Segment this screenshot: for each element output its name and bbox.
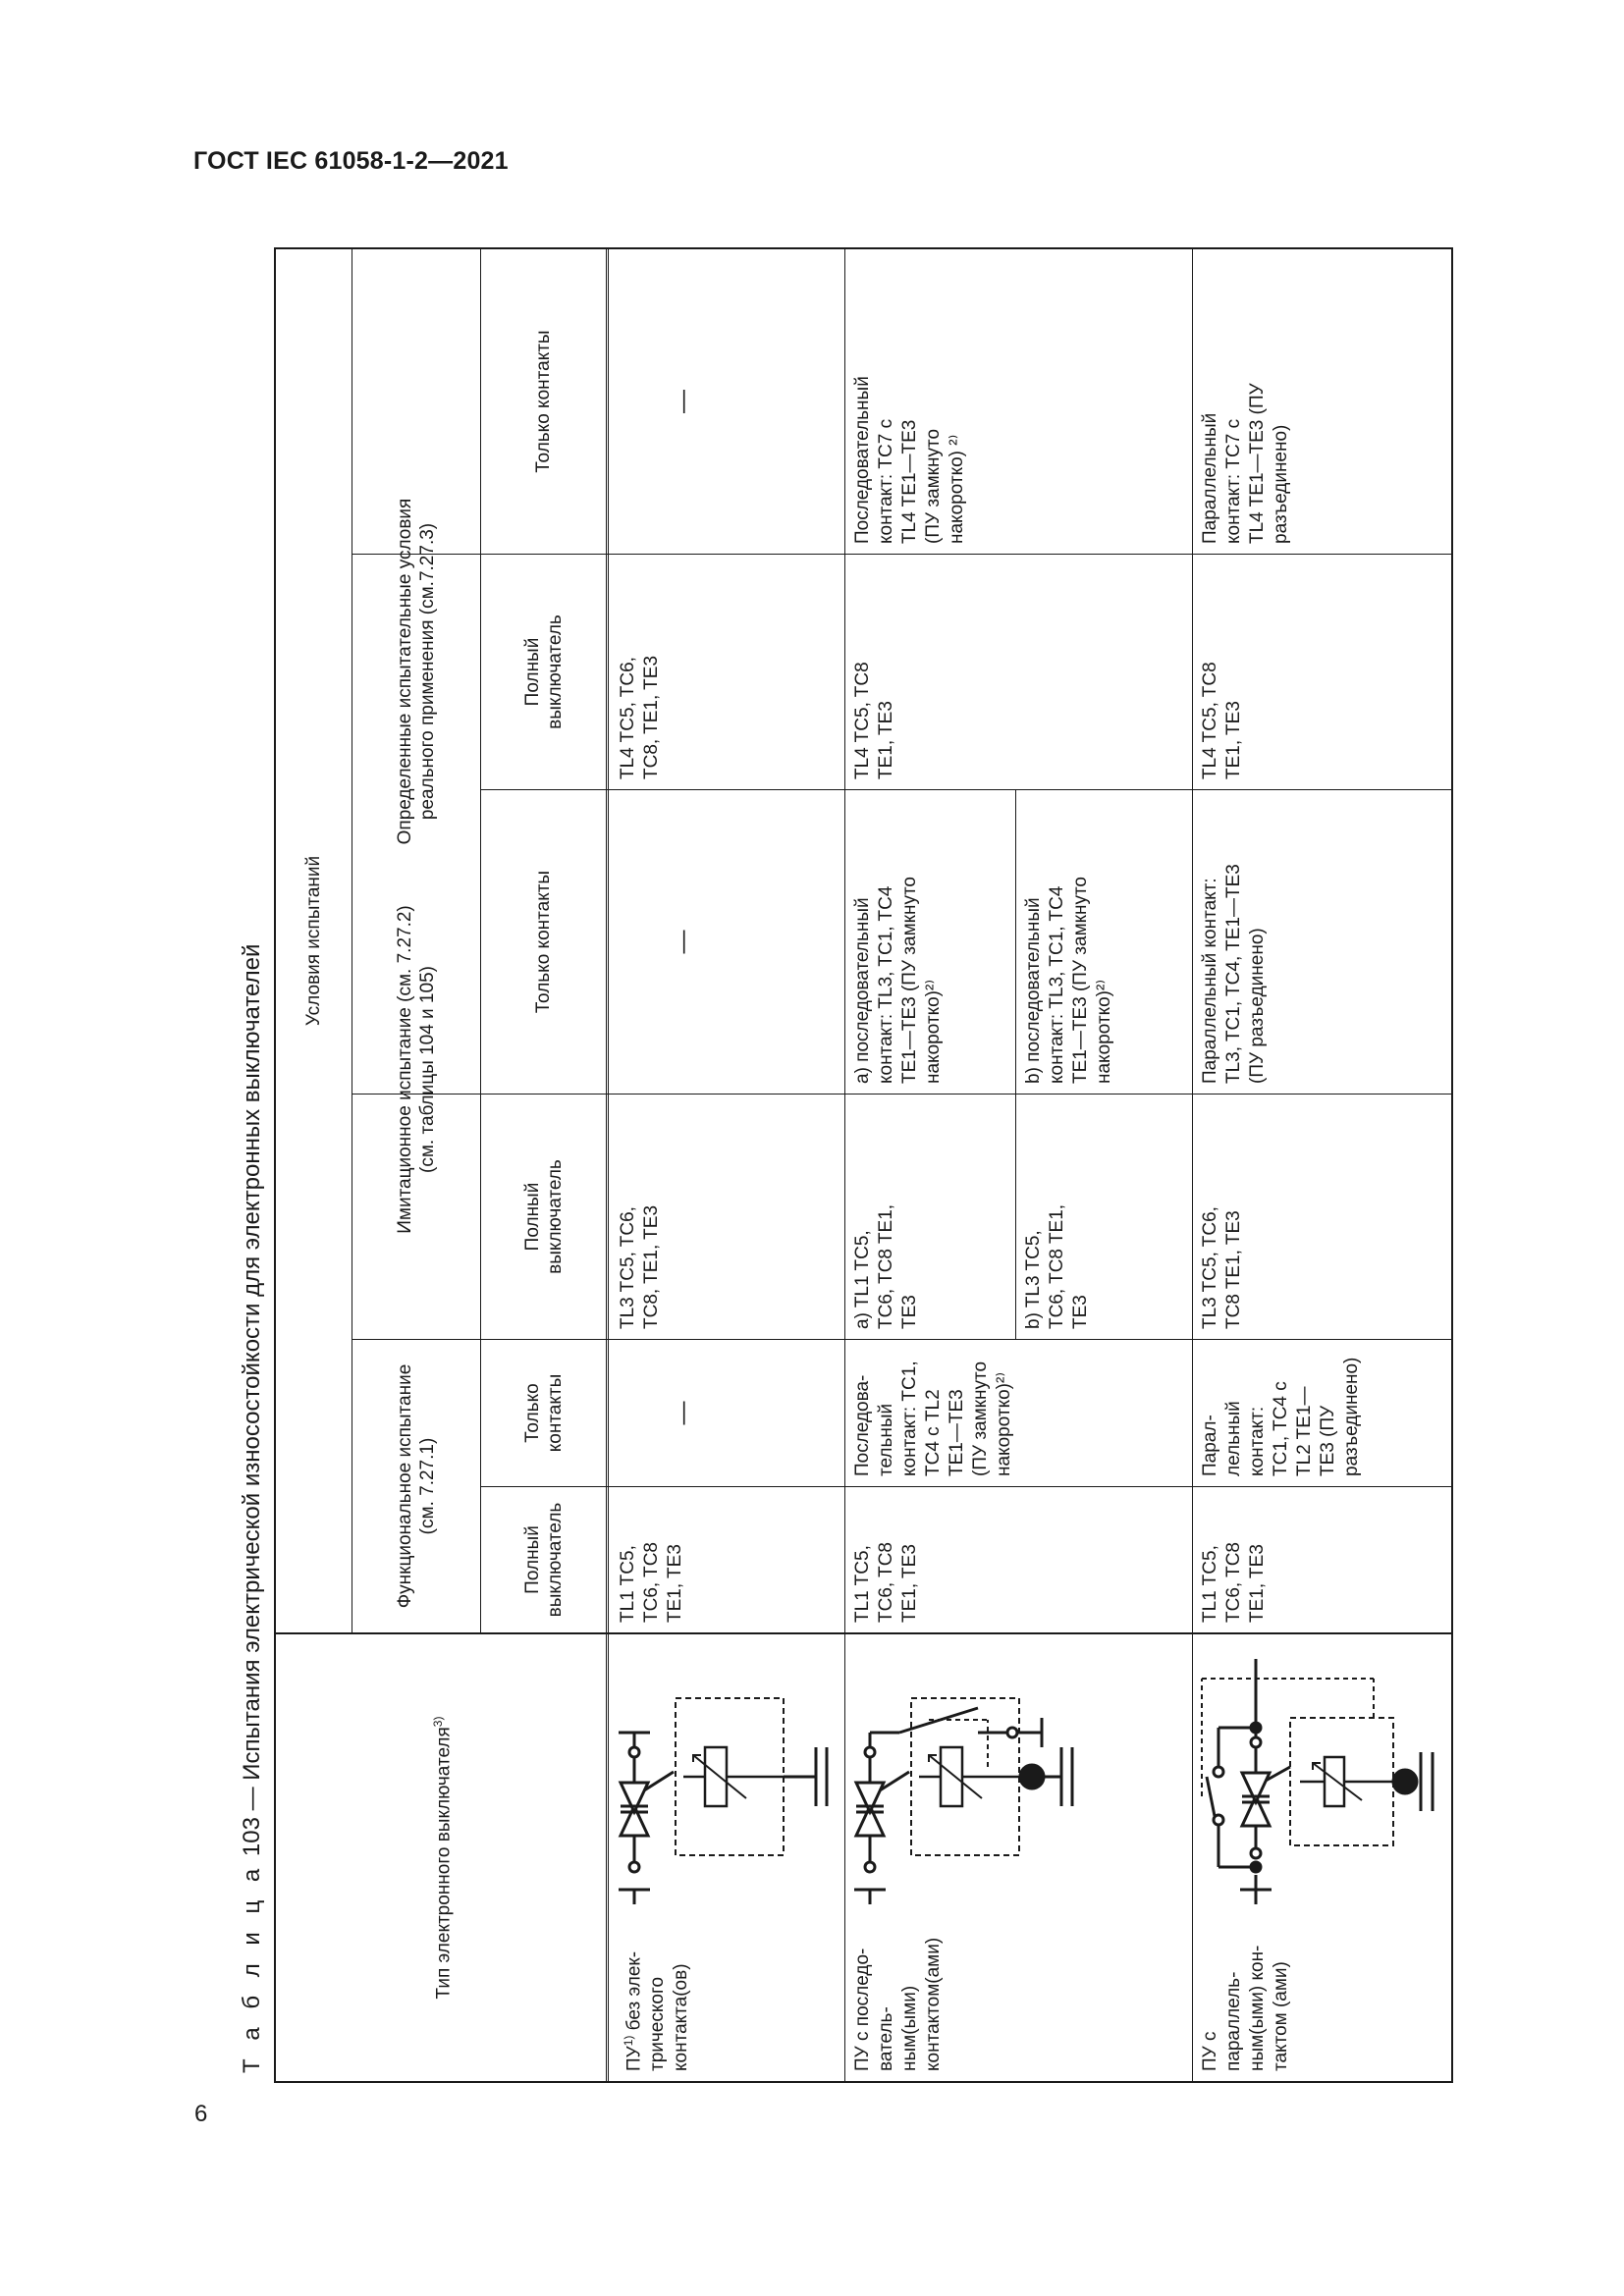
header-real-full-switch: Полный выключатель — [521, 614, 566, 729]
header-test-conditions: Условия испытаний — [303, 855, 324, 1027]
row3-type: ПУ с параллель- ным(ыми) кон- тактом (ами) — [1200, 1945, 1291, 2071]
triac-circuit-symbol-no-contact — [615, 1639, 840, 1914]
row2-func-contacts: Последова- тельный контакт: TC1, TC4 с TL2 TE1—TE3 (ПУ замкнуто накоротко)²⁾ — [852, 1361, 1014, 1476]
row3-real-full: TL4 TC5, TC8 TE1, TE3 — [1200, 662, 1244, 779]
caption-prefix: Т а б л и ц а — [239, 1862, 265, 2073]
row1-imit-full: TL3 TC5, TC6, TC8, TE1, TE3 — [618, 1204, 662, 1329]
page-number: 6 — [194, 2101, 208, 2127]
header-func-full-switch: Полный выключатель — [521, 1502, 566, 1618]
table-caption — [231, 257, 274, 2073]
row2-real-contacts: Последовательный контакт: TC7 с TL4 TE1—TE3 (ПУ замкнуто накоротко) ²⁾ — [852, 376, 967, 544]
row1-type: ПУ$^{1)}$ без элек- трического контакта(ов) — [622, 1950, 692, 2071]
row1-real-full: TL4 TC5, TC6, TC8, TE1, TE3 — [618, 655, 662, 779]
wear-resistance-table — [274, 247, 1453, 2083]
header-imit-contacts-only: Только контакты — [533, 870, 554, 1014]
header-func-contacts-only: Только контакты — [521, 1373, 566, 1453]
header-real-contacts-only: Только контакты — [533, 330, 554, 473]
rotated-table-section — [231, 247, 1453, 2083]
header-imit-full-switch: Полный выключатель — [521, 1159, 566, 1274]
row1-real-contacts: — — [670, 390, 696, 413]
row2-func-full: TL1 TC5, TC6, TC8 TE1, TE3 — [852, 1541, 920, 1623]
triac-circuit-symbol-series-contact — [850, 1639, 1189, 1914]
row2-real-full: TL4 TC5, TC8 TE1, TE3 — [852, 662, 896, 779]
row2-imit-b-full: b) TL3 TC5, TC6, TC8 TE1, TE3 — [1023, 1203, 1091, 1329]
row3-func-full: TL1 TC5, TC6, TC8 TE1, TE3 — [1200, 1541, 1268, 1623]
caption-text: 103 — Испытания электрической износостойкости для электронных выключателей — [239, 943, 265, 1863]
row3-func-contacts: Парал- лельный контакт: TC1, TC4 с TL2 TE1— TE3 (ПУ разъединено) — [1200, 1357, 1362, 1476]
header-real-conditions: Определенные испытательные условия реального применения (см.7.27.3) — [395, 498, 438, 845]
header-imitation-test: Имитационное испытание (см. 7.27.2) (см. таблицы 104 и 105) — [395, 905, 438, 1234]
row2-imit-b-contacts: b) последовательный контакт: TL3, TC1, TC4 TE1—TE3 (ПУ замкнуто накоротко)²⁾ — [1023, 876, 1114, 1084]
row2-type: ПУ с последо- ватель- ным(ыми) контактом(ами) — [852, 1937, 944, 2071]
row3-real-contacts: Параллельный контакт: TC7 с TL4 TE1—TE3 (ПУ разъединено) — [1200, 383, 1291, 544]
row3-imit-full: TL3 TC5, TC6, TC8 TE1, TE3 — [1200, 1206, 1244, 1329]
row1-func-full: TL1 TC5, TC6, TC8 TE1, TE3 — [618, 1541, 685, 1623]
document-header: ГОСТ IEC 61058-1-2—2021 — [193, 147, 509, 175]
row3-imit-contacts: Параллельный контакт: TL3, TC1, TC4, TE1—TE3 (ПУ разъединено) — [1200, 864, 1268, 1084]
row1-imit-contacts: — — [670, 930, 696, 954]
header-switch-type: Тип электронного выключателя$^{3)}$ — [430, 1716, 455, 2000]
row1-func-contacts: — — [670, 1401, 696, 1425]
row2-imit-a-contacts: a) последовательный контакт: TL3, TC1, TC4 TE1—TE3 (ПУ замкнуто накоротко)²⁾ — [852, 876, 944, 1084]
triac-circuit-symbol-parallel-contact — [1197, 1639, 1447, 1914]
header-functional-test: Функциональное испытание (см. 7.27.1) — [395, 1363, 438, 1609]
row2-imit-a-full: a) TL1 TC5, TC6, TC8 TE1, TE3 — [852, 1203, 920, 1329]
